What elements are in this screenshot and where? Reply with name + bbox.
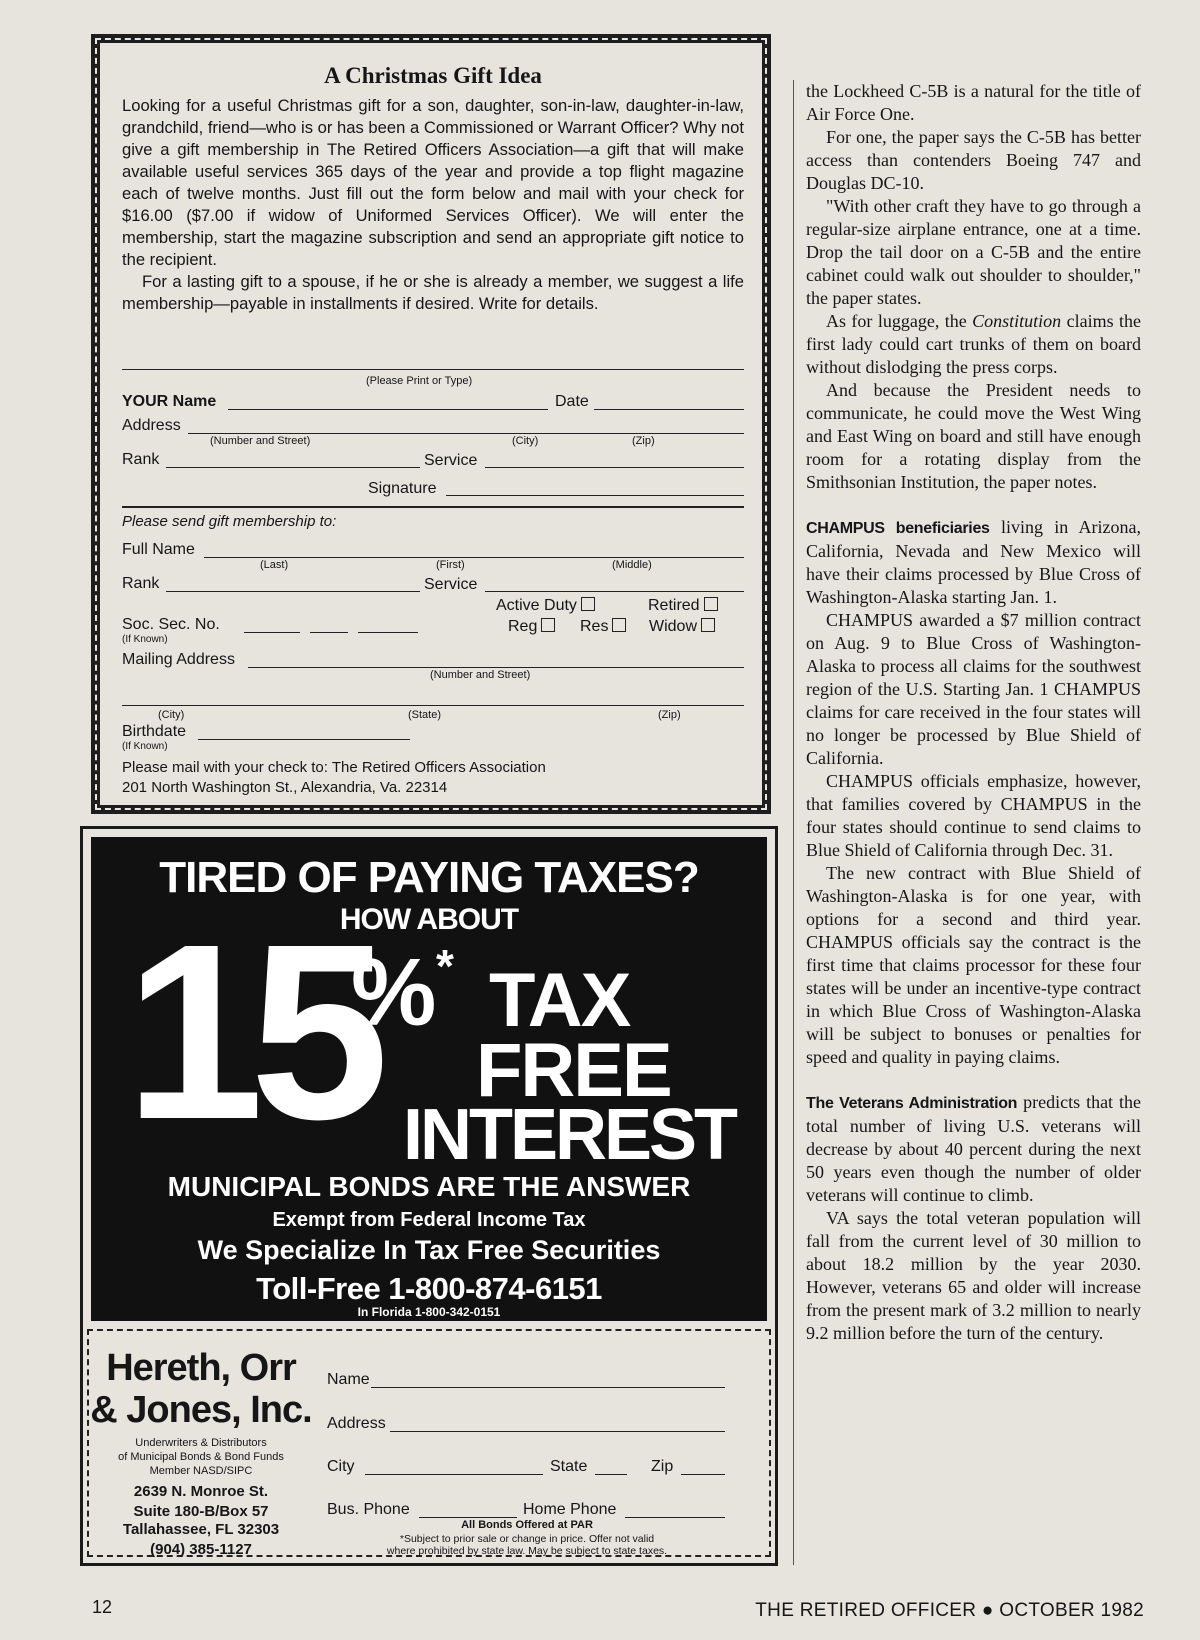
coupon-state-label: State [550, 1458, 588, 1475]
column-para-10 [806, 1091, 1141, 1207]
coupon-bus-phone-field[interactable] [419, 1517, 517, 1518]
para4-italic: Constitution [972, 311, 1062, 331]
reg-label: Reg [508, 618, 538, 635]
retired-option[interactable] [648, 597, 718, 615]
city-hint2: (City) [158, 709, 185, 721]
address-field[interactable] [188, 433, 744, 434]
page-number: 12 [92, 1597, 113, 1617]
zip-hint: (Zip) [632, 435, 655, 447]
ad-headline: TIRED OF PAYING TAXES? [159, 853, 699, 902]
column-para-7: CHAMPUS awarded a $7 million contract on Aug. 9 to Blue Cross of Washington-Alaska to process all claims for the southwest region of the U.S. Starting Jan. 1 CHAMPUS claims for care received in the four states will no longer be processed by Blue Shield of California. [806, 610, 1141, 768]
form-mid-rule [122, 506, 744, 508]
ad-specialize: We Specialize In Tax Free Securities [197, 1235, 661, 1265]
ad-tax-word: TAX [489, 958, 630, 1043]
ad-toll-free: Toll-Free 1-800-874-6151 [256, 1271, 602, 1306]
your-name-label: YOUR Name [122, 393, 217, 410]
coupon-address-label: Address [327, 1415, 386, 1432]
company-sub2: of Municipal Bonds & Bond Funds [118, 1451, 284, 1463]
va-lead: The Veterans Administration [806, 1095, 1018, 1112]
rank-label: Rank [122, 451, 160, 468]
retired-checkbox[interactable] [704, 597, 718, 611]
coupon-disclaimer-1: *Subject to prior sale or change in price. Offer not valid [399, 1533, 655, 1545]
signature-field[interactable] [446, 495, 744, 496]
ad-municipal: MUNICIPAL BONDS ARE THE ANSWER [167, 1171, 691, 1202]
company-phone: (904) 385-1127 [150, 1541, 252, 1558]
para4-end: claims the first lady could cart trunks of them on board without dislodging the press corps. [806, 311, 1141, 377]
ad-asterisk: * [436, 940, 454, 992]
date-field[interactable] [594, 409, 744, 410]
form-top-rule [122, 369, 744, 370]
company-name-line1: Hereth, Orr [106, 1347, 296, 1389]
mail-instruction-line1: Please mail with your check to: The Retired Officers Association [122, 759, 546, 776]
ad-florida-number: In Florida 1-800-342-0151 [357, 1305, 501, 1319]
active-duty-checkbox[interactable] [581, 597, 595, 611]
gift-membership-box [91, 34, 771, 814]
para10-text: predicts that the total number of living U.S. veterans will decrease by about 40 percent during the next 50 years even though the number of older veterans will continue to climb. [806, 1092, 1142, 1205]
date-label: Date [555, 393, 589, 410]
coupon-par: All Bonds Offered at PAR [461, 1519, 593, 1531]
coupon-zip-label: Zip [651, 1458, 674, 1475]
column-para-5: And because the President needs to communicate, he could move the West Wing and East Wing on board and still have enough room for a rotating display from the Smithsonian Institution, the paper notes. [806, 380, 1141, 492]
service-field[interactable] [485, 467, 744, 468]
coupon-home-phone-label: Home Phone [523, 1501, 617, 1518]
active-duty-option[interactable] [496, 597, 595, 615]
news-column [806, 80, 1141, 1345]
ad-big-number: 15 [125, 892, 376, 1171]
service2-field[interactable] [485, 591, 744, 592]
column-para-4 [806, 310, 1141, 379]
ad-headline-panel [91, 837, 767, 1321]
rank2-label: Rank [122, 575, 160, 592]
birthdate-label: Birthdate [122, 723, 187, 740]
zip-hint2: (Zip) [658, 709, 681, 721]
res-label: Res [580, 618, 609, 635]
ad-interest-word: INTEREST [403, 1095, 736, 1175]
widow-option[interactable] [649, 618, 715, 636]
send-to-label: Please send gift membership to: [122, 513, 337, 530]
company-addr3: Tallahassee, FL 32303 [122, 1521, 280, 1538]
mailing-city-field[interactable] [122, 705, 744, 706]
column-para-3: "With other craft they have to go through a regular-size airplane entrance, one at a time. Drop the tail door on a C-5B and the entire cabinet could walk out shoulder to shoulder," the paper states. [806, 196, 1141, 308]
last-hint: (Last) [260, 559, 289, 571]
mailing-address-field[interactable] [248, 667, 744, 668]
company-sub3: Member NASD/SIPC [149, 1465, 253, 1477]
reg-checkbox[interactable] [541, 618, 555, 632]
service-label: Service [424, 452, 478, 469]
active-duty-label: Active Duty [496, 597, 577, 614]
gift-life-membership-paragraph: For a lasting gift to a spouse, if he or she is already a member, we suggest a life membership—payable in installments if desired. Write for details. [122, 272, 744, 313]
rank2-field[interactable] [166, 591, 420, 592]
column-para-1: the Lockheed C-5B is a natural for the title of Air Force One. [806, 81, 1141, 124]
res-checkbox[interactable] [612, 618, 626, 632]
gift-form-content [122, 63, 744, 315]
service2-label: Service [424, 576, 478, 593]
widow-label: Widow [649, 618, 698, 635]
rank-field[interactable] [166, 467, 420, 468]
widow-checkbox[interactable] [701, 618, 715, 632]
retired-label: Retired [648, 597, 700, 614]
first-hint: (First) [436, 559, 465, 571]
your-name-field[interactable] [228, 409, 548, 410]
ssn-field-3[interactable] [358, 632, 418, 633]
champus-lead: CHAMPUS beneficiaries [806, 520, 990, 537]
signature-label: Signature [368, 480, 437, 497]
ad-percent-sign: % [351, 939, 437, 1046]
reg-option[interactable] [508, 618, 555, 636]
column-para-2: For one, the paper says the C-5B has better access than contenders Boeing 747 and Douglas DC-10. [806, 127, 1141, 193]
column-divider [793, 80, 794, 1565]
column-para-8: CHAMPUS officials emphasize, however, that families covered by CHAMPUS in the four states should continue to send claims to Blue Shield of California through Dec. 31. [806, 771, 1141, 860]
company-addr2: Suite 180-B/Box 57 [133, 1503, 269, 1520]
ad-coupon [87, 1329, 771, 1557]
full-name-label: Full Name [122, 541, 195, 558]
mailing-address-label: Mailing Address [122, 651, 235, 668]
city-hint: (City) [512, 435, 539, 447]
state-hint2: (State) [408, 709, 442, 721]
coupon-zip-field[interactable] [681, 1474, 725, 1475]
coupon-name-label: Name [327, 1371, 370, 1388]
gift-intro-paragraph: Looking for a useful Christmas gift for a son, daughter, son-in-law, daughter-in-law, grandchild, friend—who is or has been a Commissioned or Warrant Officer? Why not give a gift membership in The Retired Officers Association—a gift that will make available useful services 365 days of the year and provide a top flight magazine each of twelve months. Just fill out the form below and mail with your check for $16.00 ($7.00 if widow of Uniformed Services Officer). We will enter the membership, start the magazine subscription and send an appropriate gift notice to the recipient. [122, 96, 744, 269]
para6-text: living in Arizona, California, Nevada and New Mexico will have their claims processed by Blue Cross of Washington-Alaska starting Jan. 1. [806, 517, 1141, 607]
coupon-name-field[interactable] [371, 1387, 725, 1388]
municipal-bonds-ad [80, 826, 778, 1566]
street-hint: (Number and Street) [210, 435, 311, 447]
full-name-field[interactable] [204, 557, 744, 558]
ssn-field-1[interactable] [244, 632, 300, 633]
company-addr1: 2639 N. Monroe St. [133, 1483, 269, 1500]
print-hint: (Please Print or Type) [366, 375, 473, 387]
coupon-bus-phone-label: Bus. Phone [327, 1501, 410, 1518]
birthdate-if-known: (If Known) [122, 741, 168, 752]
ssn-if-known: (If Known) [122, 634, 168, 645]
ad-exempt: Exempt from Federal Income Tax [272, 1209, 586, 1231]
middle-hint: (Middle) [612, 559, 652, 571]
mail-instruction-line2: 201 North Washington St., Alexandria, Va. 22314 [122, 779, 448, 796]
column-para-6 [806, 516, 1141, 609]
gift-title: A Christmas Gift Idea [324, 63, 542, 88]
res-option[interactable] [580, 618, 626, 636]
column-para-9: The new contract with Blue Shield of Washington-Alaska is for one year, with options for a second and third year. CHAMPUS officials say the contract is the first time that claims processor for these four states will be under an incentive-type contract in which Blue Cross of Washington-Alaska will be subject to bonuses or penalties for speed and quality in paying claims. [806, 863, 1141, 1067]
ad-how-about: HOW ABOUT [339, 903, 519, 936]
company-name-line2: & Jones, Inc. [90, 1389, 312, 1431]
address-label: Address [122, 417, 181, 434]
para4-start: As for luggage, the [826, 311, 973, 331]
coupon-home-phone-field[interactable] [625, 1517, 725, 1518]
street-hint2: (Number and Street) [430, 669, 531, 681]
coupon-city-field[interactable] [365, 1474, 543, 1475]
column-para-11: VA says the total veteran population will fall from the current level of 30 million to about 18.2 million by the year 2030. However, veterans 65 and older will increase from the present mark of 3.2 million to nearly 9.2 million before the turn of the century. [806, 1208, 1141, 1343]
ssn-label: Soc. Sec. No. [122, 616, 220, 633]
company-sub1: Underwriters & Distributors [135, 1437, 267, 1449]
ad-free-word: FREE [476, 1028, 671, 1113]
coupon-address-field[interactable] [390, 1431, 725, 1432]
birthdate-field[interactable] [198, 739, 410, 740]
coupon-state-field[interactable] [595, 1474, 627, 1475]
ssn-field-2[interactable] [310, 632, 348, 633]
coupon-disclaimer-2: where prohibited by state law. May be subject to state taxes. [386, 1545, 668, 1557]
coupon-city-label: City [327, 1458, 355, 1475]
magazine-footer: THE RETIRED OFFICER ● OCTOBER 1982 [755, 1600, 1144, 1621]
